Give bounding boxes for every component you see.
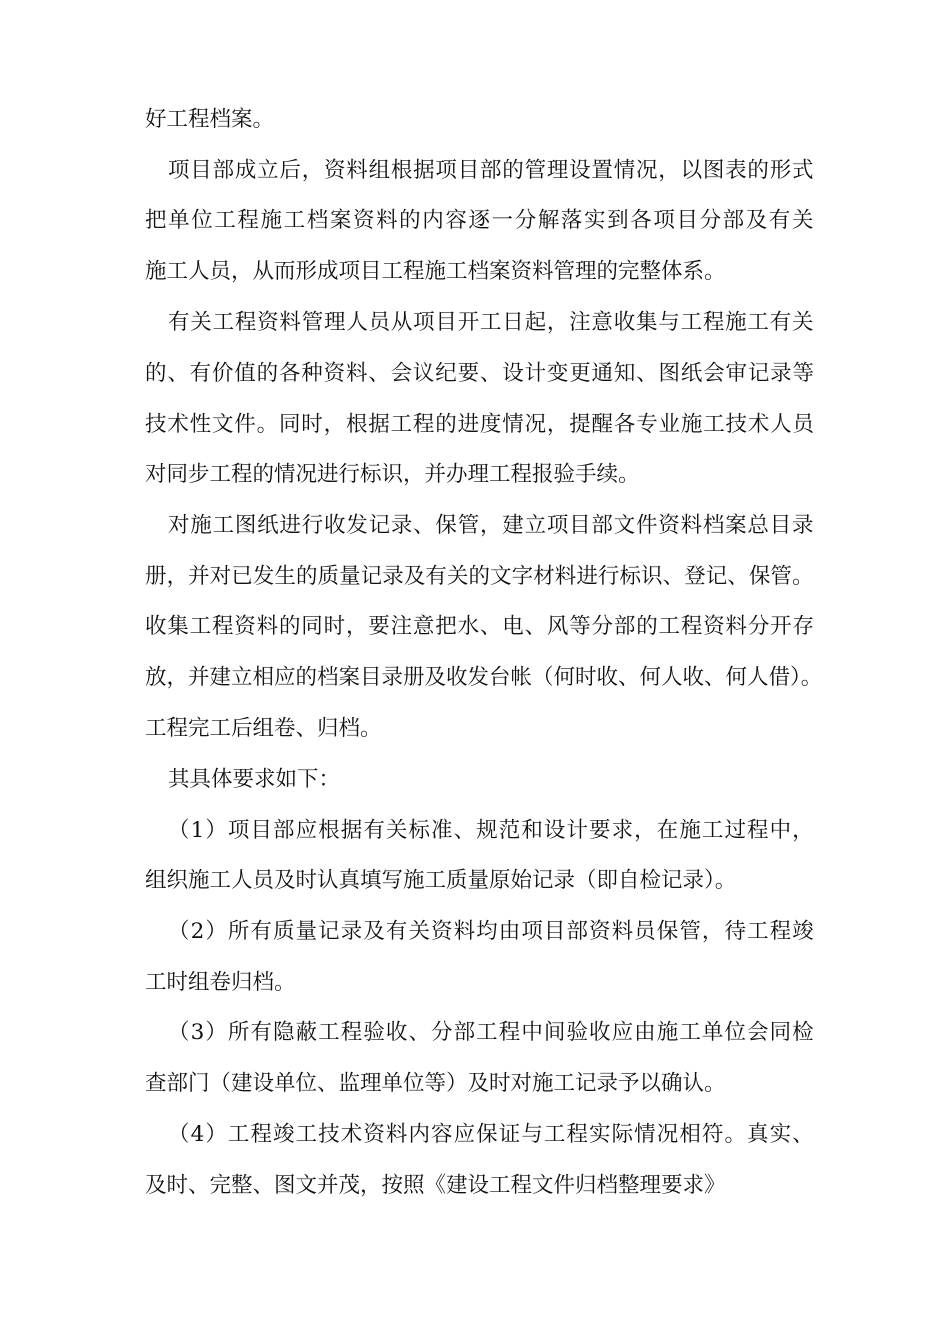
text-line: 册，并对已发生的质量记录及有关的文字材料进行标识、登记、保管。 (145, 564, 814, 589)
text-line: 好工程档案。 (145, 107, 275, 132)
text-line: 施工人员，从而形成项目工程施工档案资料管理的完整体系。 (145, 259, 726, 284)
text-line: 把单位工程施工档案资料的内容逐一分解落实到各项目分部及有关 (145, 208, 816, 233)
text-line: 收集工程资料的同时，要注意把水、电、风等分部的工程资料分开存 (145, 614, 815, 639)
text-line: 查部门（建设单位、监理单位等）及时对施工记录予以确认。 (145, 1071, 726, 1096)
text-line: （3）所有隐蔽工程验收、分部工程中间验收应由施工单位会同检 (168, 1020, 815, 1045)
text-line: 对施工图纸进行收发记录、保管，建立项目部文件资料档案总目录 (168, 513, 815, 538)
text-line: （4）工程竣工技术资料内容应保证与工程实际情况相符。真实、 (168, 1122, 815, 1147)
text-line: 的、有价值的各种资料、会议纪要、设计变更通知、图纸会审记录等 (145, 361, 815, 386)
text-line: 其具体要求如下： (168, 767, 341, 792)
text-line: 及时、完整、图文并茂，按照《建设工程文件归档整理要求》 (145, 1173, 726, 1198)
text-line: （2）所有质量记录及有关资料均由项目部资料员保管，待工程竣 (168, 919, 815, 944)
text-line: 项目部成立后，资料组根据项目部的管理设置情况，以图表的形式 (168, 158, 815, 183)
text-line: 放，并建立相应的档案目录册及收发台帐（何时收、何人收、何人借）。 (145, 665, 823, 690)
text-line: 技术性文件。同时，根据工程的进度情况，提醒各专业施工技术人员 (145, 412, 815, 437)
text-line: 工程完工后组卷、归档。 (145, 716, 382, 741)
text-line: 对同步工程的情况进行标识，并办理工程报验手续。 (145, 462, 640, 487)
text-line: 组织施工人员及时认真填写施工质量原始记录（即自检记录）。 (145, 868, 737, 893)
text-line: 有关工程资料管理人员从项目开工日起，注意收集与工程施工有关 (168, 310, 815, 335)
text-line: （1）项目部应根据有关标准、规范和设计要求，在施工过程中， (168, 818, 815, 843)
text-line: 工时组卷归档。 (145, 970, 296, 995)
